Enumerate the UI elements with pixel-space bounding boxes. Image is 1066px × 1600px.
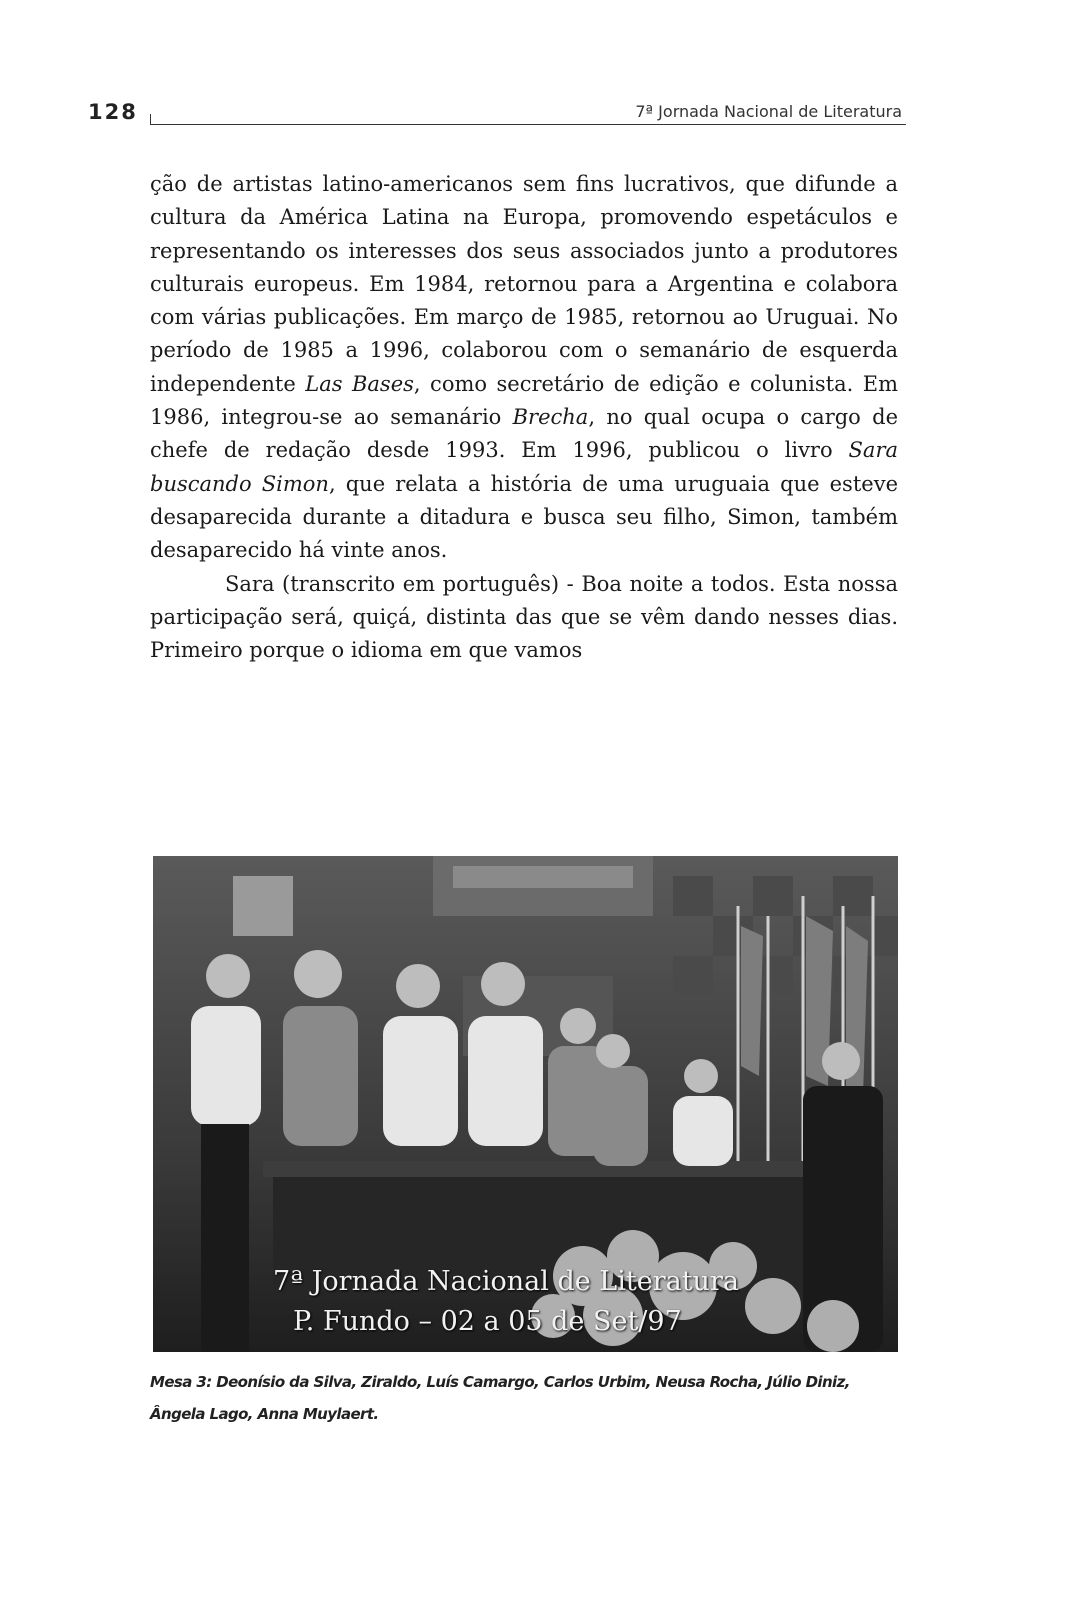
photo-overlay-line-1: 7ª Jornada Nacional de Literatura bbox=[273, 1266, 739, 1297]
paragraph-text: , que relata a história de uma uruguaia que esteve desaparecida durante a ditadura e busca seu filho, Simon, também desaparecido há vinte anos. bbox=[150, 471, 898, 563]
photo-caption: Mesa 3: Deonísio da Silva, Ziraldo, Luís Camargo, Carlos Urbim, Neusa Rocha, Júlio Diniz, Ângela Lago, Anna Muylaert. bbox=[150, 1373, 850, 1423]
page-number: 128 bbox=[88, 100, 138, 124]
body-text bbox=[150, 168, 898, 667]
page-header bbox=[88, 100, 908, 128]
paragraph-text: , no qual ocupa o cargo de chefe de redação desde 1993. Em 1996, publicou o livro bbox=[150, 405, 898, 463]
italic-title-brecha: Brecha bbox=[512, 405, 589, 430]
paragraph-text: , como secretário de edição e colunista. Em 1986, integrou-se ao semanário bbox=[150, 371, 898, 430]
photo-overlay-line-2: P. Fundo – 02 a 05 de Set/97 bbox=[293, 1306, 682, 1337]
italic-title-las-bases: Las Bases bbox=[305, 371, 414, 396]
paragraph-2: Sara (transcrito em português) - Boa noite a todos. Esta nossa participação será, quiçá, distinta das que se vêm dando nesses dias. Primeiro porque o idioma em que vamos bbox=[150, 571, 898, 663]
paragraph-1 bbox=[150, 168, 898, 568]
paragraph-text: ção de artistas latino-americanos sem fins lucrativos, que difunde a cultura da América Latina na Europa, promovendo espetáculos e representando os interesses dos seus associados junto a produtores culturais europeus. Em 1984, retornou para a Argentina e colabora com várias publicações. Em março de 1985, retornou ao Uruguai. No período de 1985 a 1996, colaborou com o semanário de esquerda independente bbox=[150, 172, 898, 396]
header-rule bbox=[150, 124, 906, 125]
event-photo bbox=[153, 856, 898, 1352]
italic-title-sara-buscando-simon: Sara buscando Simon bbox=[150, 438, 898, 496]
running-title: 7ª Jornada Nacional de Literatura bbox=[635, 102, 902, 121]
